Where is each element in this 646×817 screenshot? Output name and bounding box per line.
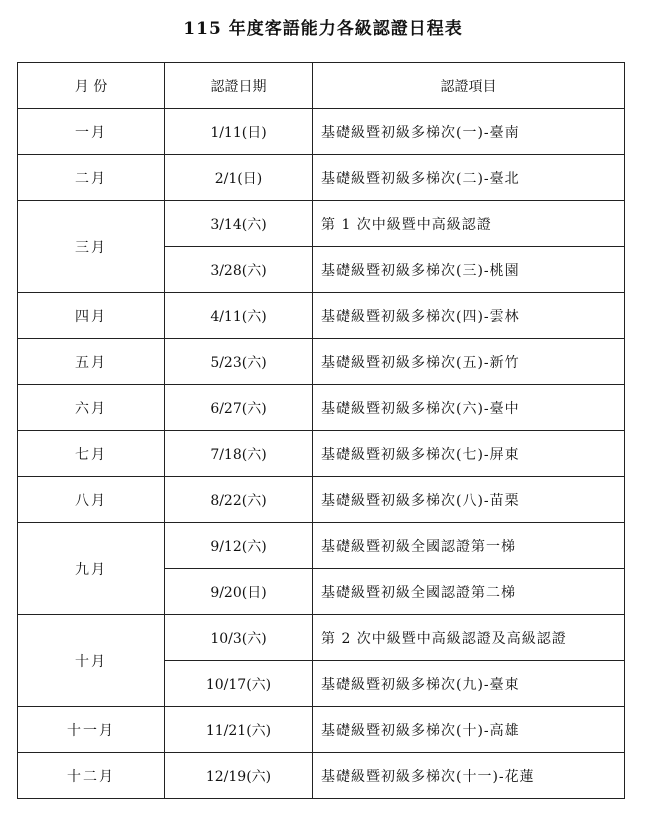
date-cell: 9/20(日) [165, 569, 313, 615]
table-row [18, 339, 625, 385]
date-cell: 10/17(六) [165, 661, 313, 707]
item-cell: 基礎級暨初級多梯次(三)-桃園 [313, 247, 625, 293]
month-cell: 八月 [18, 477, 165, 523]
date-cell: 1/11(日) [165, 109, 313, 155]
item-cell: 基礎級暨初級全國認證第二梯 [313, 569, 625, 615]
date-cell: 5/23(六) [165, 339, 313, 385]
header-date: 認證日期 [165, 63, 313, 109]
date-cell: 11/21(六) [165, 707, 313, 753]
month-cell: 四月 [18, 293, 165, 339]
month-cell: 二月 [18, 155, 165, 201]
item-cell: 基礎級暨初級多梯次(九)-臺東 [313, 661, 625, 707]
item-cell: 基礎級暨初級多梯次(四)-雲林 [313, 293, 625, 339]
month-cell: 三月 [18, 201, 165, 293]
date-cell: 10/3(六) [165, 615, 313, 661]
date-cell: 9/12(六) [165, 523, 313, 569]
table-row [18, 707, 625, 753]
date-cell: 2/1(日) [165, 155, 313, 201]
date-cell: 12/19(六) [165, 753, 313, 799]
table-row [18, 753, 625, 799]
month-cell: 六月 [18, 385, 165, 431]
item-cell: 基礎級暨初級多梯次(十)-高雄 [313, 707, 625, 753]
item-cell: 第 2 次中級暨中高級認證及高級認證 [313, 615, 625, 661]
table-row [18, 109, 625, 155]
table-row [18, 293, 625, 339]
table-row [18, 385, 625, 431]
header-item: 認證項目 [313, 63, 625, 109]
item-cell: 基礎級暨初級全國認證第一梯 [313, 523, 625, 569]
month-cell: 一月 [18, 109, 165, 155]
table-header-row [18, 63, 625, 109]
table-row [18, 201, 625, 247]
date-cell: 7/18(六) [165, 431, 313, 477]
month-cell: 七月 [18, 431, 165, 477]
item-cell: 基礎級暨初級多梯次(八)-苗栗 [313, 477, 625, 523]
item-cell: 基礎級暨初級多梯次(二)-臺北 [313, 155, 625, 201]
date-cell: 3/14(六) [165, 201, 313, 247]
item-cell: 基礎級暨初級多梯次(七)-屏東 [313, 431, 625, 477]
month-cell: 十二月 [18, 753, 165, 799]
schedule-table [17, 62, 625, 799]
table-row [18, 523, 625, 569]
table-row [18, 431, 625, 477]
header-month: 月 份 [18, 63, 165, 109]
table-row [18, 615, 625, 661]
page-title: 115 年度客語能力各級認證日程表 [183, 19, 463, 39]
item-cell: 基礎級暨初級多梯次(五)-新竹 [313, 339, 625, 385]
date-cell: 8/22(六) [165, 477, 313, 523]
table-row [18, 477, 625, 523]
date-cell: 3/28(六) [165, 247, 313, 293]
month-cell: 十一月 [18, 707, 165, 753]
date-cell: 4/11(六) [165, 293, 313, 339]
item-cell: 基礎級暨初級多梯次(一)-臺南 [313, 109, 625, 155]
month-cell: 九月 [18, 523, 165, 615]
item-cell: 第 1 次中級暨中高級認證 [313, 201, 625, 247]
month-cell: 五月 [18, 339, 165, 385]
table-row [18, 155, 625, 201]
date-cell: 6/27(六) [165, 385, 313, 431]
item-cell: 基礎級暨初級多梯次(十一)-花蓮 [313, 753, 625, 799]
item-cell: 基礎級暨初級多梯次(六)-臺中 [313, 385, 625, 431]
month-cell: 十月 [18, 615, 165, 707]
